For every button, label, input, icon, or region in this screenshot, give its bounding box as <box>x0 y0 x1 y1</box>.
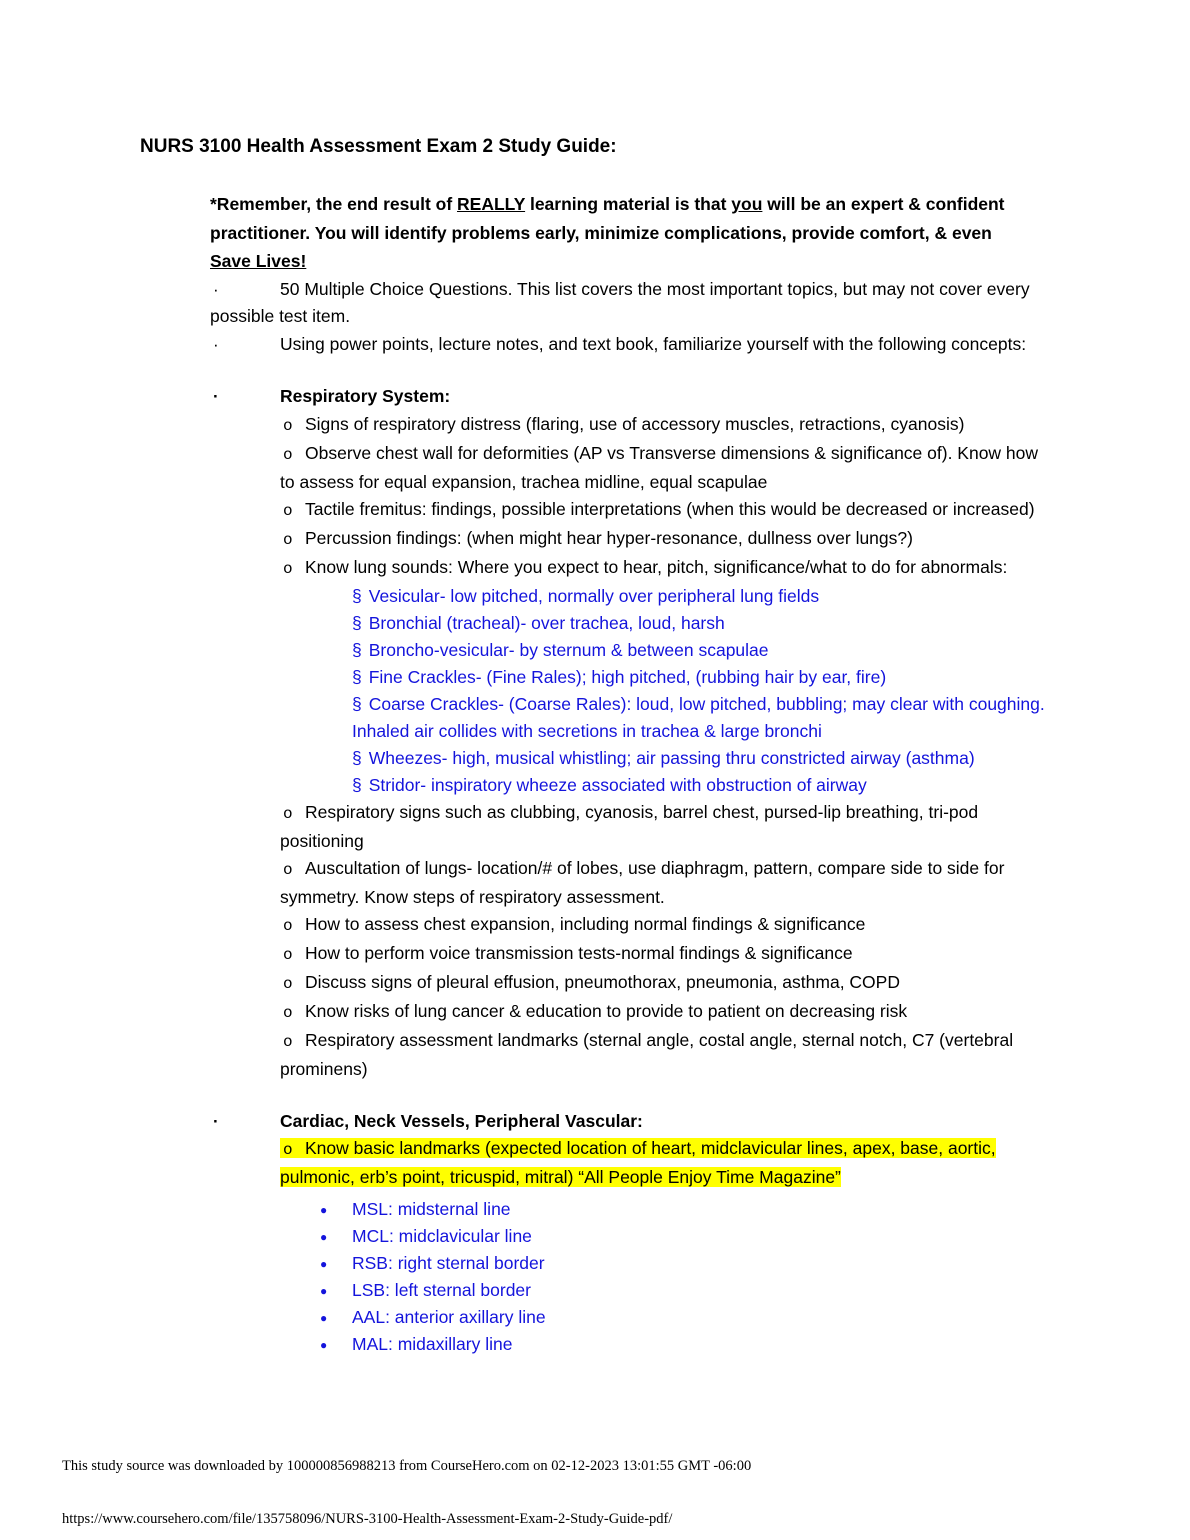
circle-bullet-marker: o <box>283 860 293 879</box>
top-bullet-text: Using power points, lecture notes, and text book, familiarize yourself with the following concepts: <box>280 333 1027 354</box>
disc-bullet-marker: ● <box>320 1311 328 1325</box>
landmark-item <box>318 1331 1080 1358</box>
list-item <box>280 1027 1052 1083</box>
lung-sound-item <box>352 637 1052 664</box>
list-item-text: Discuss signs of pleural effusion, pneumothorax, pneumonia, asthma, COPD <box>305 971 900 992</box>
landmark-abbreviation-list <box>318 1196 1080 1358</box>
lung-sounds-list <box>352 583 1052 799</box>
section-sign-marker: § <box>352 639 362 660</box>
section-sign-marker: § <box>352 693 362 714</box>
list-item <box>280 855 1052 911</box>
highlighted-list-item <box>280 1135 1052 1191</box>
landmark-item <box>318 1223 1080 1250</box>
top-bullet-text: 50 Multiple Choice Questions. This list covers the most important topics, but may not cover every possible test item. <box>210 278 1030 326</box>
landmark-text: MCL: midclavicular line <box>352 1226 532 1246</box>
circle-bullet-marker: o <box>283 445 293 464</box>
cardiac-item-list <box>280 1135 1052 1191</box>
bullet-marker: · <box>213 334 219 354</box>
section-sign-marker: § <box>352 666 362 687</box>
section-sign-marker: § <box>352 774 362 795</box>
list-item-text: How to perform voice transmission tests-normal findings & significance <box>305 942 853 963</box>
section-heading-cardiac <box>210 1108 1032 1136</box>
lung-sound-text: Bronchial (tracheal)- over trachea, loud, harsh <box>368 612 725 633</box>
document-page <box>140 133 1080 1358</box>
circle-bullet-marker: o <box>283 1003 293 1022</box>
lung-sound-text: Stridor- inspiratory wheeze associated with obstruction of airway <box>368 774 867 795</box>
circle-bullet-marker: o <box>283 530 293 549</box>
intro-text: learning material is that <box>525 194 732 214</box>
landmark-text: MSL: midsternal line <box>352 1199 511 1219</box>
bullet-marker: · <box>213 1111 219 1131</box>
landmark-text: RSB: right sternal border <box>352 1253 545 1273</box>
intro-underline-you: you <box>731 194 763 214</box>
lung-sound-item <box>352 745 1052 772</box>
list-item-text: Signs of respiratory distress (flaring, use of accessory muscles, retractions, cyanosis) <box>305 413 965 434</box>
page-title: NURS 3100 Health Assessment Exam 2 Study Guide: <box>140 136 617 157</box>
source-url[interactable]: https://www.coursehero.com/file/135758096/NURS-3100-Health-Assessment-Exam-2-Study-Guide-pdf/ <box>62 1511 673 1527</box>
circle-bullet-marker: o <box>283 804 293 823</box>
list-item <box>280 940 1052 969</box>
list-item <box>280 440 1052 496</box>
circle-bullet-marker: o <box>283 1032 293 1051</box>
intro-underline-really: REALLY <box>457 194 526 214</box>
intro-text: will be an expert & confident practitioner. You will identify problems early, minimize complications, provide comfort, & even <box>210 194 1005 243</box>
list-item-text: Know risks of lung cancer & education to provide to patient on decreasing risk <box>305 1000 908 1021</box>
respiratory-item-list <box>280 411 1052 583</box>
landmark-text: AAL: anterior axillary line <box>352 1307 546 1327</box>
landmark-item <box>318 1250 1080 1277</box>
list-item <box>280 911 1052 940</box>
list-item-text: Respiratory signs such as clubbing, cyanosis, barrel chest, pursed-lip breathing, tri-pod positioning <box>280 801 979 851</box>
circle-bullet-marker: o <box>283 1141 293 1159</box>
intro-text: *Remember, the end result of <box>210 194 458 214</box>
respiratory-item-list-continued <box>280 799 1052 1083</box>
section-sign-marker: § <box>352 747 362 768</box>
lung-sound-item <box>352 772 1052 799</box>
circle-bullet-marker: o <box>283 416 293 435</box>
disc-bullet-marker: ● <box>320 1338 328 1352</box>
lung-sound-item <box>352 664 1052 691</box>
disc-bullet-marker: ● <box>320 1230 328 1244</box>
landmark-item <box>318 1196 1080 1223</box>
lung-sound-item <box>352 583 1052 610</box>
intro-paragraph <box>210 190 1010 276</box>
landmark-item <box>318 1277 1080 1304</box>
section-sign-marker: § <box>352 585 362 606</box>
landmark-item <box>318 1304 1080 1331</box>
yellow-highlight <box>280 1138 996 1187</box>
list-item-text: Observe chest wall for deformities (AP vs Transverse dimensions & significance of). Know how to assess for equal expansion, trachea midline, equal scapulae <box>280 442 1039 492</box>
download-attribution-note: This study source was downloaded by 100000856988213 from CourseHero.com on 02-12-2023 13:01:55 GMT -06:00 <box>62 1458 752 1474</box>
list-item-text: How to assess chest expansion, including normal findings & significance <box>305 913 866 934</box>
list-item-text: Tactile fremitus: findings, possible interpretations (when this would be decreased or increased) <box>305 498 1035 519</box>
list-item <box>280 411 1052 440</box>
lung-sound-item <box>352 691 1052 745</box>
lung-sound-text: Fine Crackles- (Fine Rales); high pitched, (rubbing hair by ear, fire) <box>368 666 887 687</box>
intro-underline-save-lives: Save Lives! <box>210 251 307 271</box>
circle-bullet-marker: o <box>283 945 293 964</box>
section-heading-text: Cardiac, Neck Vessels, Peripheral Vascular: <box>280 1110 643 1131</box>
bullet-marker: · <box>213 279 219 299</box>
list-item <box>280 525 1052 554</box>
section-sign-marker: § <box>352 612 362 633</box>
lung-sound-text: Vesicular- low pitched, normally over peripheral lung fields <box>368 585 820 606</box>
circle-bullet-marker: o <box>283 916 293 935</box>
list-item <box>280 799 1052 855</box>
disc-bullet-marker: ● <box>320 1257 328 1271</box>
landmark-text: LSB: left sternal border <box>352 1280 531 1300</box>
section-heading-respiratory <box>210 383 1032 411</box>
list-item <box>280 554 1052 583</box>
circle-bullet-marker: o <box>283 559 293 578</box>
lung-sound-text: Coarse Crackles- (Coarse Rales): loud, low pitched, bubbling; may clear with coughing. Inhaled air collides with secretions in trachea & large bronchi <box>352 693 1045 741</box>
list-item <box>280 998 1052 1027</box>
list-item-text: Percussion findings: (when might hear hyper-resonance, dullness over lungs?) <box>305 527 913 548</box>
list-item-text: Know lung sounds: Where you expect to hear, pitch, significance/what to do for abnormals: <box>305 556 1008 577</box>
section-heading-text: Respiratory System: <box>280 386 451 406</box>
lung-sound-text: Wheezes- high, musical whistling; air passing thru constricted airway (asthma) <box>368 747 975 768</box>
landmark-text: MAL: midaxillary line <box>352 1334 513 1354</box>
bullet-marker: · <box>213 387 219 406</box>
disc-bullet-marker: ● <box>320 1203 328 1217</box>
list-item <box>280 496 1052 525</box>
highlighted-text: Know basic landmarks (expected location of heart, midclavicular lines, apex, base, aortic, pulmonic, erb’s point, tricuspid, mitral) “All People Enjoy Time Magazine” <box>280 1138 996 1187</box>
list-item-text: Respiratory assessment landmarks (sternal angle, costal angle, sternal notch, C7 (vertebral prominens) <box>280 1029 1014 1079</box>
top-bullet-item <box>210 331 1032 359</box>
circle-bullet-marker: o <box>283 974 293 993</box>
circle-bullet-marker: o <box>283 501 293 520</box>
disc-bullet-marker: ● <box>320 1284 328 1298</box>
list-item-text: Auscultation of lungs- location/# of lobes, use diaphragm, pattern, compare side to side for symmetry. Know steps of respiratory assessment. <box>280 857 1005 907</box>
lung-sound-text: Broncho-vesicular- by sternum & between scapulae <box>368 639 769 660</box>
lung-sound-item <box>352 610 1052 637</box>
list-item <box>280 969 1052 998</box>
top-bullet-item <box>210 276 1032 331</box>
